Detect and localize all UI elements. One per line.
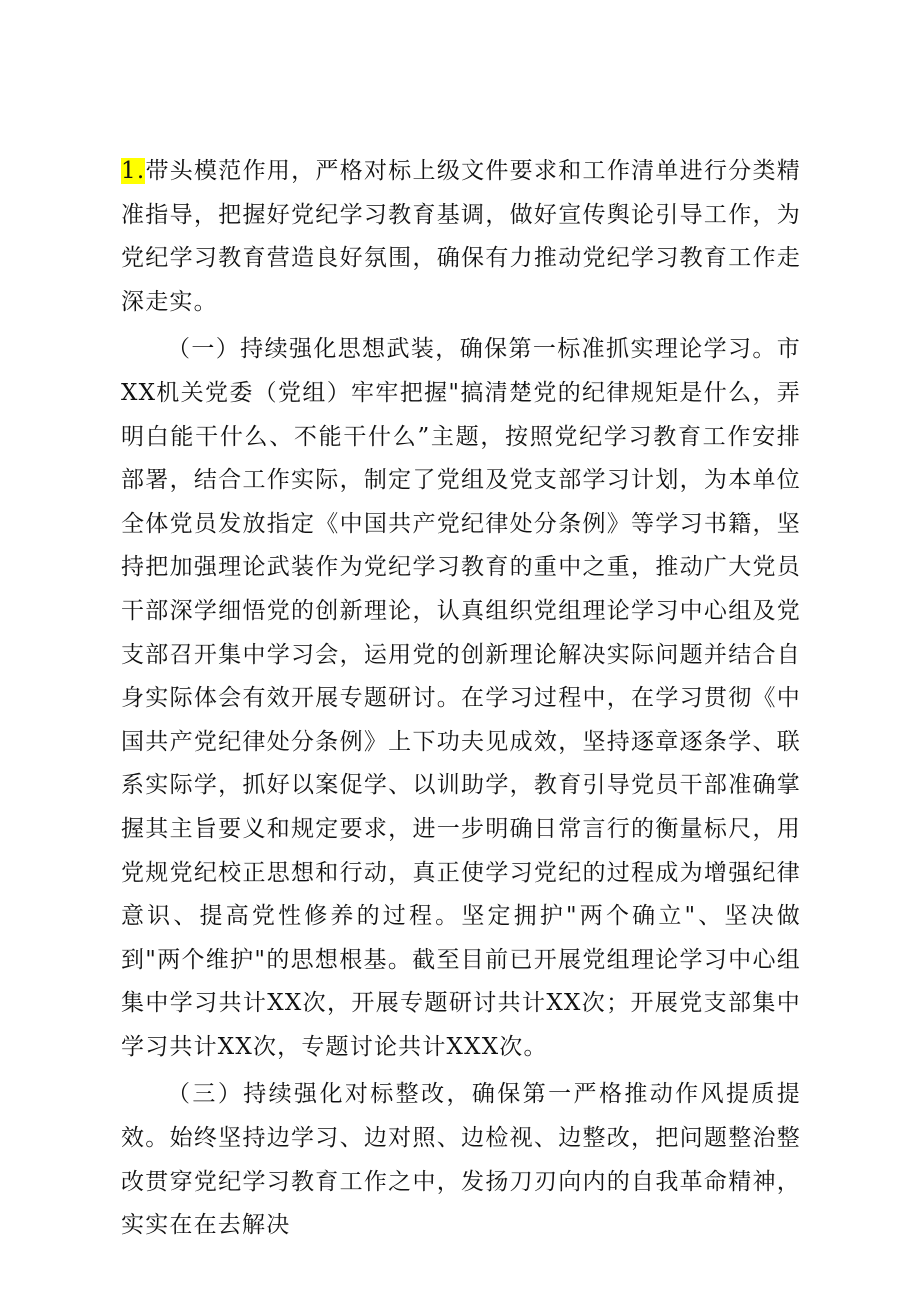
paragraph-2: （一）持续强化思想武装，确保第一标准抓实理论学习。市XX机关党委（党组）牢牢把握"搞清楚党的纪律规矩是什么，弄明白能干什么、不能干什么”主题，按照党纪学习教育工作安排部署，结合工作实际，制定了党组及党支部学习计划，为本单位全体党员发放指定《中国共产党纪律处分条例》等学习书籍，坚持把加强理论武装作为党纪学习教育的重中之重，推动广大党员干部深学细悟党的创新理论，认真组织党组理论学习中心组及党支部召开集中学习会，运用党的创新理论解决实际问题并结合自身实际体会有效开展专题研讨。在学习过程中，在学习贯彻《中国共产党纪律处分条例》上下功夫见成效，坚持逐章逐条学、联系实际学，抓好以案促学、以训助学，教育引导党员干部准确掌握其主旨要义和规定要求，进一步明确日常言行的衡量标尺，用党规党纪校正思想和行动，真正使学习党纪的过程成为增强纪律意识、提高党性修养的过程。坚定拥护"两个确立"、坚决做到"两个维护"的思想根基。截至目前已开展党组理论学习中心组集中学习共计XX次，开展专题研讨共计XX次；开展党支部集中学习共计XX次，专题讨论共计XXX次。 [121,336,801,1060]
paragraph-1-text: 带头模范作用，严格对标上级文件要求和工作清单进行分类精准指导，把握好党纪学习教育基调，做好宣传舆论引导工作，为党纪学习教育营造良好氛围，确保有力推动党纪学习教育工作走深走实。 [121,158,801,315]
list-marker-highlighted: 1. [121,158,146,184]
paragraph-3: （三）持续强化对标整改，确保第一严格推动作风提质提效。始终坚持边学习、边对照、边检视、边整改，把问题整治整改贯穿党纪学习教育工作之中，发扬刀刃向内的自我革命精神，实实在在去解决 [121,1081,801,1239]
paragraph-1 [121,150,801,324]
document-body [121,150,801,1248]
